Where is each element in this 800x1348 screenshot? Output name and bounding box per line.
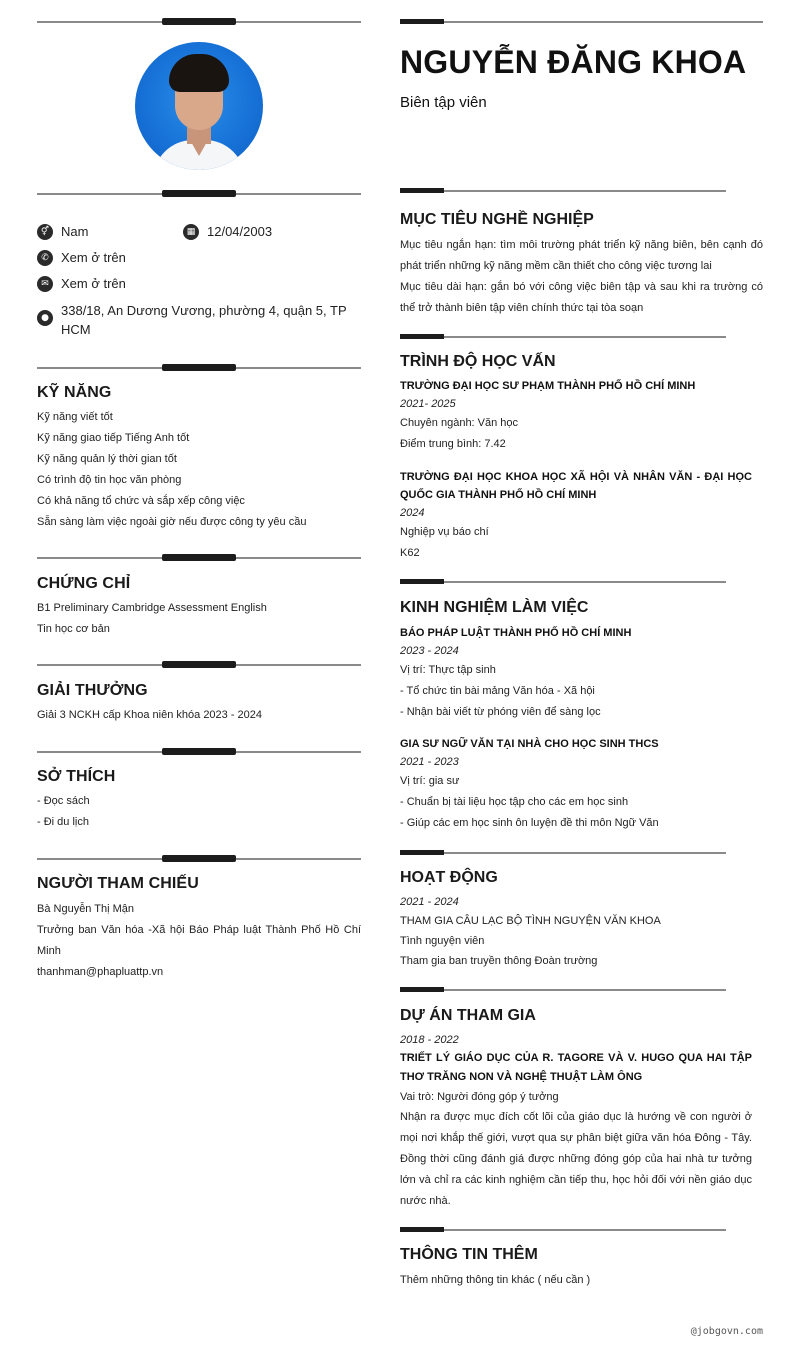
activities-period: 2021 - 2024: [400, 896, 459, 908]
location-icon: ●: [37, 310, 53, 326]
divider: [37, 748, 361, 756]
divider: [400, 987, 726, 993]
additional-heading: THÔNG TIN THÊM: [400, 1246, 538, 1263]
activities-line: THAM GIA CÂU LẠC BỘ TÌNH NGUYỆN VĂN KHOA: [400, 915, 661, 927]
divider: [400, 188, 726, 194]
project-description: Nhận ra được mục đích cốt lõi của giáo dục là hướng về con người ở mọi nơi khắp thế giới, vượt qua sự phân biệt giữa văn hóa Đông - Tây. Đồng thời cũng đánh giá được những đóng góp của hai nhà tư tưởng lớn và chỉ ra các kinh nghiệm cần tiếp thu, học hỏi đối với nền giáo dục nước nhà.: [400, 1111, 752, 1207]
experience-heading: KINH NGHIỆM LÀM VIỆC: [400, 599, 589, 616]
hobbies-heading: SỞ THÍCH: [37, 768, 116, 785]
experience-period: 2023 - 2024: [400, 645, 459, 657]
list-item: - Đọc sách: [37, 795, 90, 807]
awards-list: [37, 705, 361, 726]
experience-line: - Nhận bài viết từ phóng viên để sàng lọc: [400, 706, 601, 718]
phone-icon: ✆: [37, 250, 53, 266]
school-name: TRƯỜNG ĐẠI HỌC SƯ PHẠM THÀNH PHỐ HỒ CHÍ MINH: [400, 380, 696, 392]
awards-heading: GIẢI THƯỞNG: [37, 682, 148, 699]
objective-short-term: Mục tiêu ngắn hạn: tìm môi trường phát triển kỹ năng biên, bên cạnh đó phát triển những kỹ năng mềm cần thiết cho công việc tương lai: [400, 239, 763, 272]
education-line: Điểm trung bình: 7.42: [400, 438, 506, 450]
skills-heading: KỸ NĂNG: [37, 384, 112, 401]
references-heading: NGƯỜI THAM CHIẾU: [37, 875, 199, 892]
education-period: 2021- 2025: [400, 398, 456, 410]
birthdate-row: [183, 224, 272, 240]
phone-row: [37, 250, 126, 266]
list-item: Kỹ năng quản lý thời gian tốt: [37, 453, 177, 465]
experience-item: [400, 735, 752, 834]
education-line: K62: [400, 547, 420, 559]
candidate-name: NGUYỄN ĐĂNG KHOA: [400, 44, 747, 80]
objective-block: [400, 235, 763, 319]
reference-position: Trưởng ban Văn hóa -Xã hội Báo Pháp luật Thành Phố Hồ Chí Minh: [37, 924, 361, 957]
list-item: B1 Preliminary Cambridge Assessment English: [37, 602, 267, 614]
experience-line: - Tổ chức tin bài mảng Văn hóa - Xã hội: [400, 685, 595, 697]
reference-name: Bà Nguyễn Thị Mận: [37, 903, 135, 915]
certificates-heading: CHỨNG CHỈ: [37, 575, 131, 592]
experience-line: - Giúp các em học sinh ôn luyện đề thi môn Ngữ Văn: [400, 817, 659, 829]
experience-line: - Chuẩn bị tài liệu học tập cho các em học sinh: [400, 796, 629, 808]
address-row: [37, 301, 347, 339]
divider: [400, 1227, 726, 1233]
divider: [400, 334, 726, 340]
project-role: Vai trò: Người đóng góp ý tưởng: [400, 1091, 559, 1103]
list-item: Giải 3 NCKH cấp Khoa niên khóa 2023 - 2024: [37, 709, 263, 721]
employer-name: GIA SƯ NGỮ VĂN TẠI NHÀ CHO HỌC SINH THCS: [400, 738, 659, 750]
school-name: TRƯỜNG ĐẠI HỌC KHOA HỌC XÃ HỘI VÀ NHÂN VĂN - ĐẠI HỌC QUỐC GIA THÀNH PHỐ HỒ CHÍ MINH: [400, 471, 752, 501]
activities-line: Tham gia ban truyền thông Đoàn trường: [400, 955, 598, 967]
calendar-icon: ▦: [183, 224, 199, 240]
certificates-list: [37, 598, 361, 640]
list-item: Có trình độ tin học văn phòng: [37, 474, 182, 486]
address-value: 338/18, An Dương Vương, phường 4, quận 5, TP HCM: [61, 303, 347, 337]
email-value: Xem ở trên: [61, 276, 126, 291]
birthdate-value: 12/04/2003: [207, 224, 273, 239]
email-icon: ✉: [37, 276, 53, 292]
gender-value: Nam: [61, 224, 89, 239]
projects-block: [400, 1031, 752, 1212]
education-line: Chuyên ngành: Văn học: [400, 417, 519, 429]
gender-icon: ⚥: [37, 224, 53, 240]
employer-name: BÁO PHÁP LUẬT THÀNH PHỐ HỒ CHÍ MINH: [400, 627, 632, 639]
candidate-role: Biên tập viên: [400, 94, 487, 111]
divider: [400, 19, 763, 25]
list-item: Kỹ năng viết tốt: [37, 411, 113, 423]
projects-heading: DỰ ÁN THAM GIA: [400, 1007, 536, 1024]
additional-text: Thêm những thông tin khác ( nếu cần ): [400, 1274, 591, 1286]
list-item: Kỹ năng giao tiếp Tiếng Anh tốt: [37, 432, 190, 444]
reference-email: thanhman@phapluattp.vn: [37, 966, 164, 978]
skills-list: [37, 407, 361, 533]
divider: [37, 661, 361, 669]
list-item: Tin học cơ bản: [37, 623, 110, 635]
divider: [37, 190, 361, 198]
experience-line: Vị trí: gia sư: [400, 775, 460, 787]
list-item: Có khả năng tổ chức và sắp xếp công việc: [37, 495, 245, 507]
divider: [37, 554, 361, 562]
objective-long-term: Mục tiêu dài hạn: gắn bó với công việc biên tập và sau khi ra trường có thể trở thành biên tập viên chính thức tại tòa soạn: [400, 281, 763, 314]
activities-block: [400, 893, 752, 972]
experience-item: [400, 624, 752, 723]
activities-line: Tình nguyện viên: [400, 935, 485, 947]
divider: [37, 364, 361, 372]
project-name: TRIẾT LÝ GIÁO DỤC CỦA R. TAGORE VÀ V. HUGO QUA HAI TẬP THƠ TRĂNG NON VÀ NGHỆ THUẬT LÀM ÔNG: [400, 1052, 752, 1083]
hobbies-list: [37, 791, 361, 833]
project-period: 2018 - 2022: [400, 1034, 459, 1046]
experience-period: 2021 - 2023: [400, 756, 459, 768]
objective-heading: MỤC TIÊU NGHỀ NGHIỆP: [400, 211, 594, 228]
divider: [400, 850, 726, 856]
watermark: @jobgovn.com: [690, 1326, 763, 1337]
email-row: [37, 276, 126, 292]
education-line: Nghiệp vụ báo chí: [400, 526, 489, 538]
additional-block: [400, 1270, 752, 1291]
divider: [37, 18, 361, 26]
education-period: 2024: [400, 507, 425, 519]
phone-value: Xem ở trên: [61, 250, 126, 265]
references-list: [37, 899, 361, 983]
avatar: [135, 42, 263, 170]
divider: [37, 855, 361, 863]
gender-row: [37, 224, 88, 240]
experience-line: Vị trí: Thực tập sinh: [400, 664, 496, 676]
divider: [400, 579, 726, 585]
list-item: - Đi du lịch: [37, 816, 89, 828]
education-item: [400, 468, 752, 564]
education-item: [400, 377, 752, 455]
education-heading: TRÌNH ĐỘ HỌC VẤN: [400, 353, 556, 370]
list-item: Sẵn sàng làm việc ngoài giờ nếu được công ty yêu cầu: [37, 516, 307, 528]
activities-heading: HOẠT ĐỘNG: [400, 869, 498, 886]
